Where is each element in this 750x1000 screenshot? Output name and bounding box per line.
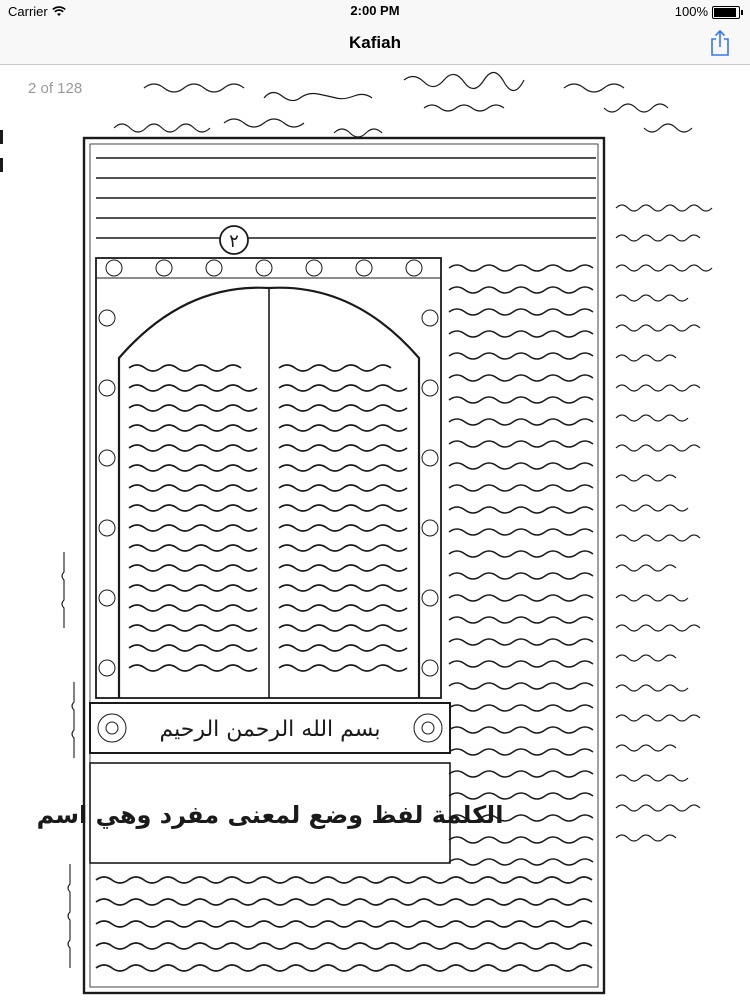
bottom-text-block <box>96 877 592 971</box>
document-title: Kafiah <box>349 33 401 52</box>
clock: 2:00 PM <box>350 3 400 18</box>
border-numeral: ٢ <box>229 231 239 252</box>
navigation-bar <box>0 22 750 65</box>
arch-text-right <box>279 365 407 671</box>
status-bar <box>0 0 750 22</box>
battery-percentage: 100% <box>674 4 708 19</box>
page-counter: 2 of 128 <box>28 80 83 97</box>
left-margin-notes <box>62 552 74 968</box>
battery-icon <box>712 6 740 19</box>
side-commentary <box>449 265 593 865</box>
header-text-block <box>96 158 596 238</box>
bismillah-heading: بسم الله الرحمن الرحيم <box>159 717 381 742</box>
scanned-manuscript-page <box>4 68 746 1000</box>
arch-text-left <box>129 365 257 671</box>
main-line-text: الكلمة لفظ وضع لمعنى مفرد وهي اسم <box>36 801 504 829</box>
share-icon[interactable] <box>708 29 732 57</box>
carrier-label: Carrier <box>8 4 48 19</box>
right-margin-notes <box>616 205 712 841</box>
top-margin-notes <box>114 72 692 137</box>
